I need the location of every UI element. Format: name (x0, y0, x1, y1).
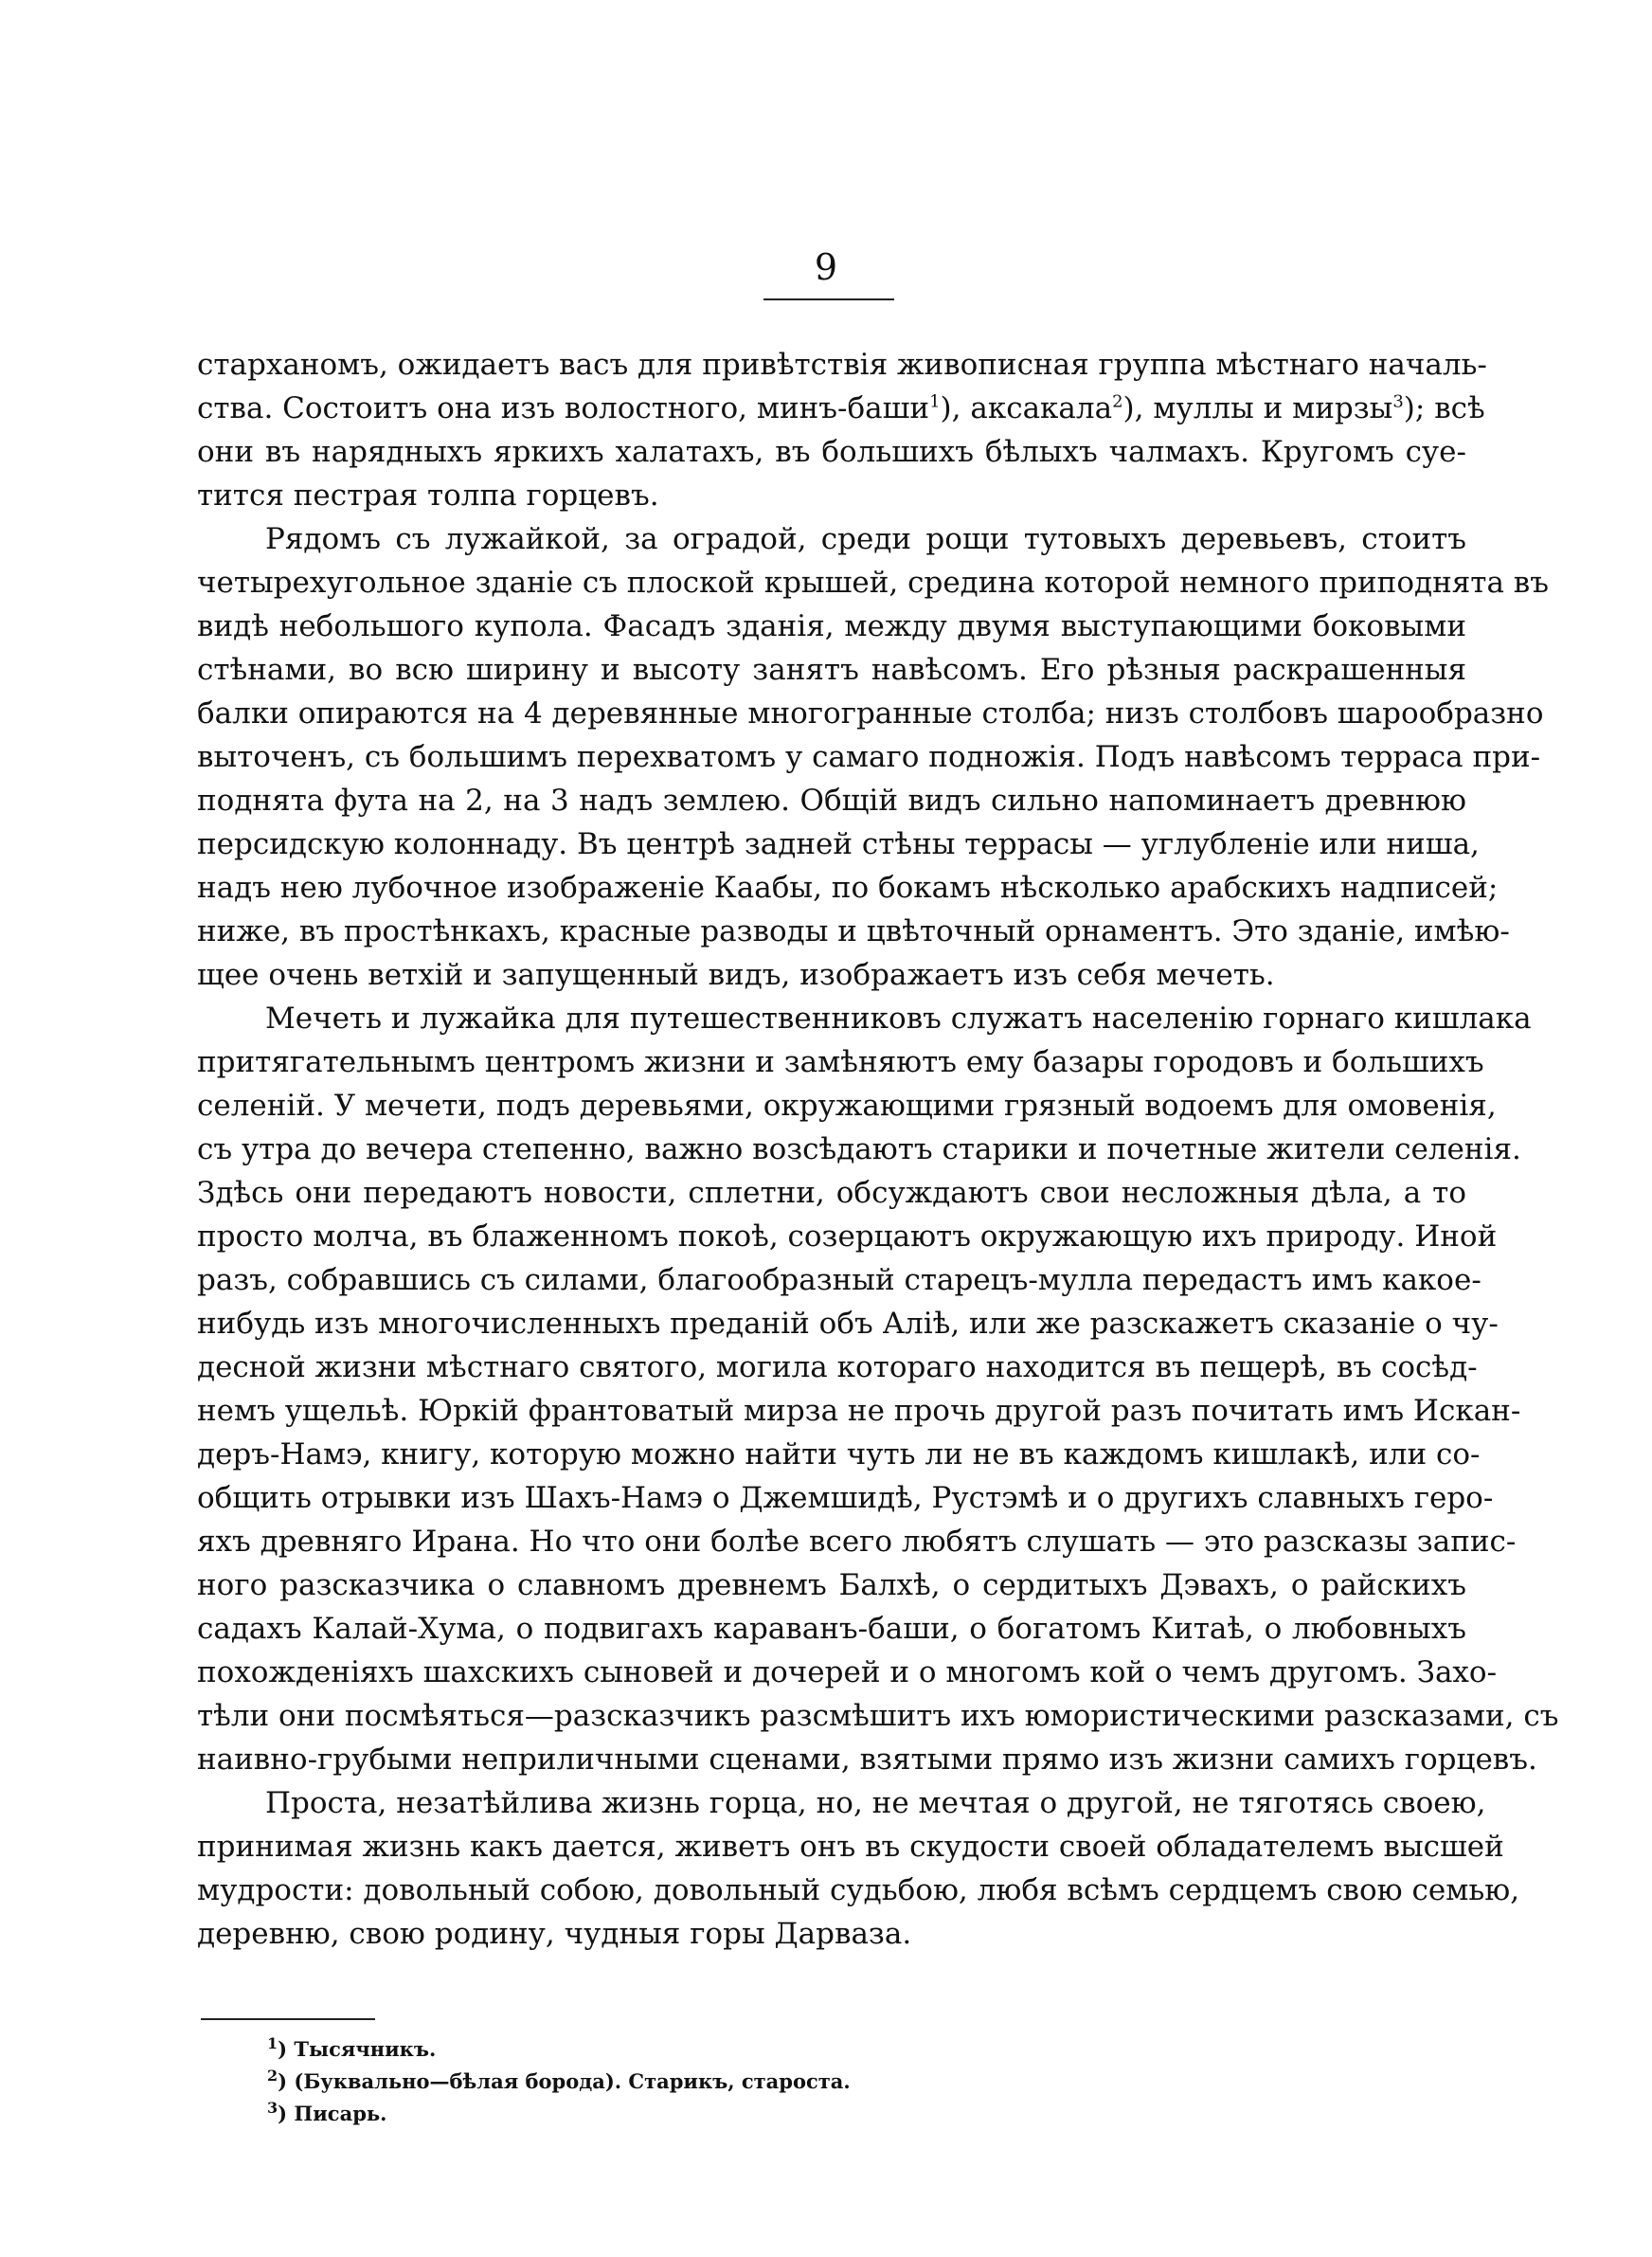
line-segment: ства. Состоитъ она изъ волостного, минъ-баши (197, 391, 930, 425)
body-line: притягательнымъ центромъ жизни и замѣняютъ ему базары городовъ и большихъ (197, 1045, 1484, 1079)
body-line: стѣнами, во всю ширину и высоту занятъ навѣсомъ. Его рѣзныя раскрашенныя (197, 653, 1466, 687)
footnote-text: ) (Буквально—бѣлая борода). Старикъ, староста. (278, 2069, 851, 2093)
body-line: тится пестрая толпа горцевъ. (197, 478, 659, 513)
body-line: Здѣсь они передаютъ новости, сплетни, обсуждаютъ свои несложныя дѣла, а то (197, 1176, 1466, 1210)
body-line: мудрости: довольный собою, довольный судьбою, любя всѣмъ сердцемъ свою семью, (197, 1873, 1520, 1907)
body-line: яхъ древняго Ирана. Но что они болѣе всего любятъ слушать — это разсказы запис- (197, 1525, 1517, 1559)
line-segment: ), муллы и мирзы (1122, 391, 1393, 425)
body-line-with-footnotes (197, 387, 1485, 430)
body-line: нибудь изъ многочисленныхъ преданій объ Алiѣ, или же разскажетъ сказаніе о чу- (197, 1307, 1499, 1341)
footnote-2 (267, 2066, 1214, 2098)
body-line: надъ нею лубочное изображеніе Каабы, по бокамъ нѣсколько арабскихъ надписей; (197, 871, 1499, 905)
footnote-marker: 2 (267, 2067, 278, 2085)
footnote-rule (201, 2018, 375, 2020)
line-segment: ), аксакала (940, 391, 1113, 425)
body-line: тѣли они посмѣяться—разсказчикъ разсмѣшитъ ихъ юмористическими разсказами, съ (197, 1699, 1559, 1733)
footnote-ref-1: 1 (929, 391, 941, 412)
line-segment: ); всѣ (1403, 391, 1485, 425)
body-line: они въ нарядныхъ яркихъ халатахъ, въ большихъ бѣлыхъ чалмахъ. Кругомъ суе- (197, 435, 1466, 469)
body-line: поднята фута на 2, на 3 надъ землею. Общій видъ сильно напоминаетъ древнюю (197, 784, 1466, 818)
body-line: десной жизни мѣстнаго святого, могила котораго находится въ пещерѣ, въ сосѣд- (197, 1350, 1478, 1384)
body-line: персидскую колоннаду. Въ центрѣ задней стѣны террасы — углубленіе или ниша, (197, 827, 1480, 861)
footnote-ref-3: 3 (1392, 391, 1404, 412)
body-line: просто молча, въ блаженномъ покоѣ, созерцаютъ окружающую ихъ природу. Иной (197, 1219, 1498, 1254)
body-line: балки опираются на 4 деревянные многогранные столба; низъ столбовъ шарообразно (197, 696, 1544, 731)
footnotes (267, 2033, 1214, 2130)
body-line: принимая жизнь какъ дается, живетъ онъ въ скудости своей обладателемъ высшей (197, 1830, 1504, 1864)
header-rule (763, 298, 894, 300)
body-line: садахъ Калай-Хума, о подвигахъ караванъ-баши, о богатомъ Китаѣ, о любовныхъ (197, 1612, 1466, 1646)
body-line: похожденіяхъ шахскихъ сыновей и дочерей и о многомъ кой о чемъ другомъ. Захо- (197, 1655, 1498, 1689)
body-line: селеній. У мечети, подъ деревьями, окружающими грязный водоемъ для омовенія, (197, 1089, 1497, 1123)
body-line: деръ-Намэ, книгу, которую можно найти чуть ли не въ каждомъ кишлакѣ, или со- (197, 1437, 1481, 1472)
body-text (197, 343, 1559, 1956)
footnote-1 (267, 2033, 1214, 2066)
footnote-3 (267, 2098, 1214, 2130)
body-line: общить отрывки изъ Шахъ-Намэ о Джемшидѣ, Рустэмѣ и о другихъ славныхъ геро- (197, 1481, 1494, 1515)
body-line: немъ ущельѣ. Юркій франтоватый мирза не прочь другой разъ почитать имъ Искан- (197, 1394, 1521, 1428)
body-line: наивно-грубыми неприличными сценами, взятыми прямо изъ жизни самихъ горцевъ. (197, 1742, 1537, 1777)
body-line: деревню, свою родину, чудныя горы Дарваза. (197, 1917, 912, 1951)
body-line: видѣ небольшого купола. Фасадъ зданія, между двумя выступающими боковыми (197, 609, 1466, 643)
body-line: выточенъ, съ большимъ перехватомъ у самаго подножія. Подъ навѣсомъ терраса при- (197, 740, 1541, 774)
footnote-marker: 3 (267, 2099, 278, 2117)
body-line: ного разсказчика о славномъ древнемъ Балхѣ, о сердитыхъ Дэвахъ, о райскихъ (197, 1568, 1466, 1602)
footnote-text: ) Тысячникъ. (278, 2037, 437, 2061)
footnote-text: ) Писарь. (278, 2102, 387, 2125)
paragraph-start-line: Мечеть и лужайка для путешественниковъ служатъ населенію горнаго кишлака (265, 1002, 1532, 1036)
body-line: четырехугольное зданіе съ плоской крышей, средина которой немного приподнята въ (197, 566, 1549, 600)
paragraph-start-line: Рядомъ съ лужайкой, за оградой, среди рощи тутовыхъ деревьевъ, стоитъ (265, 522, 1466, 556)
body-line: ниже, въ простѣнкахъ, красные разводы и цвѣточный орнаментъ. Это зданіе, имѣю- (197, 914, 1510, 948)
footnote-ref-2: 2 (1112, 391, 1123, 412)
body-line: съ утра до вечера степенно, важно возсѣдаютъ старики и почетные жители селенія. (197, 1132, 1521, 1166)
body-line: разъ, собравшись съ силами, благообразный старецъ-мулла передастъ имъ какое- (197, 1263, 1481, 1297)
paragraph-start-line: Проста, незатѣйлива жизнь горца, но, не мечтая о другой, не тяготясь своею, (265, 1786, 1486, 1820)
body-line: щее очень ветхій и запущенный видъ, изображаетъ изъ себя мечеть. (197, 958, 1275, 992)
page-number: 9 (814, 246, 838, 288)
body-line: старханомъ, ожидаетъ васъ для привѣтствія живописная группа мѣстнаго началь- (197, 348, 1487, 382)
footnote-marker: 1 (267, 2034, 278, 2052)
